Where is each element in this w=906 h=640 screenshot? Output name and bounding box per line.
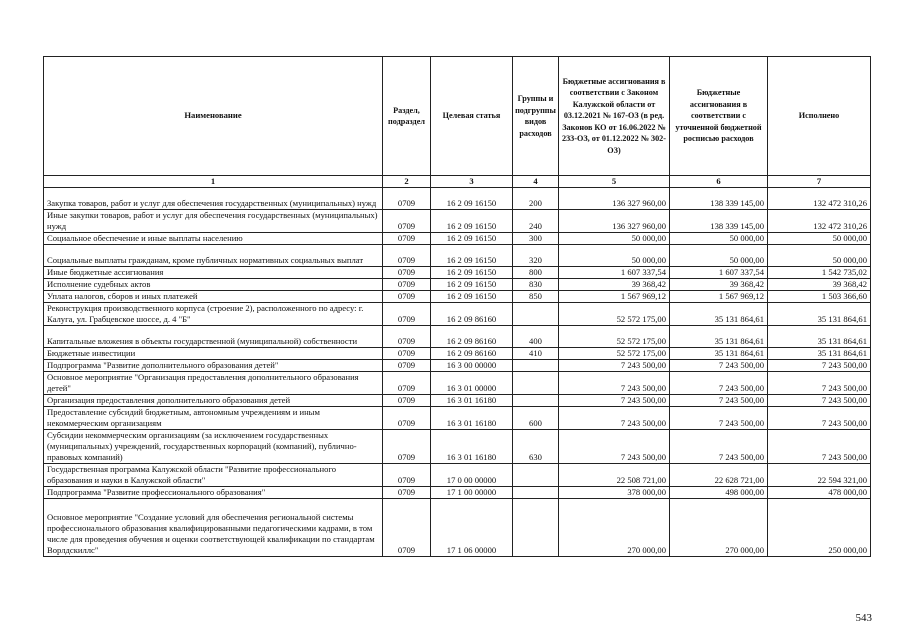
row-name: Подпрограмма "Развитие дополнительного образования детей" bbox=[44, 360, 383, 372]
row-name: Уплата налогов, сборов и иных платежей bbox=[44, 291, 383, 303]
row-target: 17 0 00 00000 bbox=[431, 464, 513, 487]
row-target: 16 3 01 16180 bbox=[431, 395, 513, 407]
row-revised: 7 243 500,00 bbox=[670, 430, 768, 464]
row-executed: 7 243 500,00 bbox=[768, 430, 871, 464]
row-approved: 7 243 500,00 bbox=[559, 407, 670, 430]
row-revised: 138 339 145,00 bbox=[670, 210, 768, 233]
row-group bbox=[513, 372, 559, 395]
row-target: 16 2 09 16150 bbox=[431, 233, 513, 245]
row-group: 830 bbox=[513, 279, 559, 291]
table-row bbox=[44, 499, 871, 557]
row-target: 16 2 09 16150 bbox=[431, 291, 513, 303]
row-section: 0709 bbox=[383, 407, 431, 430]
row-section: 0709 bbox=[383, 245, 431, 267]
row-target: 16 2 09 16150 bbox=[431, 210, 513, 233]
table-row bbox=[44, 487, 871, 499]
column-number: 7 bbox=[768, 176, 871, 188]
row-section: 0709 bbox=[383, 360, 431, 372]
row-target: 16 2 09 86160 bbox=[431, 303, 513, 326]
row-name: Исполнение судебных актов bbox=[44, 279, 383, 291]
row-executed: 1 503 366,60 bbox=[768, 291, 871, 303]
row-target: 16 3 01 16180 bbox=[431, 407, 513, 430]
row-approved: 7 243 500,00 bbox=[559, 395, 670, 407]
row-name: Закупка товаров, работ и услуг для обеспечения государственных (муниципальных) нужд bbox=[44, 188, 383, 210]
row-section: 0709 bbox=[383, 233, 431, 245]
header-row bbox=[44, 57, 871, 176]
row-approved: 7 243 500,00 bbox=[559, 360, 670, 372]
row-section: 0709 bbox=[383, 499, 431, 557]
row-section: 0709 bbox=[383, 348, 431, 360]
row-target: 16 3 00 00000 bbox=[431, 360, 513, 372]
row-revised: 1 567 969,12 bbox=[670, 291, 768, 303]
header-name: Наименование bbox=[44, 57, 383, 176]
row-group: 400 bbox=[513, 326, 559, 348]
row-group: 240 bbox=[513, 210, 559, 233]
row-name: Организация предоставления дополнительного образования детей bbox=[44, 395, 383, 407]
column-number-row bbox=[44, 176, 871, 188]
row-revised: 7 243 500,00 bbox=[670, 360, 768, 372]
row-section: 0709 bbox=[383, 303, 431, 326]
row-executed: 35 131 864,61 bbox=[768, 348, 871, 360]
row-name: Иные бюджетные ассигнования bbox=[44, 267, 383, 279]
row-section: 0709 bbox=[383, 267, 431, 279]
row-executed: 7 243 500,00 bbox=[768, 360, 871, 372]
row-group: 300 bbox=[513, 233, 559, 245]
row-name: Социальные выплаты гражданам, кроме публичных нормативных социальных выплат bbox=[44, 245, 383, 267]
header-groups: Группы и подгруппы видов расходов bbox=[513, 57, 559, 176]
row-target: 16 3 01 16180 bbox=[431, 430, 513, 464]
page-number: 543 bbox=[855, 612, 872, 624]
row-revised: 7 243 500,00 bbox=[670, 395, 768, 407]
row-executed: 7 243 500,00 bbox=[768, 407, 871, 430]
table-row bbox=[44, 233, 871, 245]
row-group bbox=[513, 487, 559, 499]
table-row bbox=[44, 210, 871, 233]
row-target: 17 1 00 00000 bbox=[431, 487, 513, 499]
row-name: Социальное обеспечение и иные выплаты населению bbox=[44, 233, 383, 245]
row-target: 16 2 09 86160 bbox=[431, 326, 513, 348]
column-number: 3 bbox=[431, 176, 513, 188]
row-section: 0709 bbox=[383, 291, 431, 303]
row-section: 0709 bbox=[383, 487, 431, 499]
row-executed: 35 131 864,61 bbox=[768, 326, 871, 348]
row-name: Реконструкция производственного корпуса (строение 2), расположенного по адресу: г. Калуга, ул. Грабцевское шоссе, д. 4 "Б" bbox=[44, 303, 383, 326]
row-target: 17 1 06 00000 bbox=[431, 499, 513, 557]
row-name: Бюджетные инвестиции bbox=[44, 348, 383, 360]
row-section: 0709 bbox=[383, 210, 431, 233]
row-revised: 22 628 721,00 bbox=[670, 464, 768, 487]
row-group: 320 bbox=[513, 245, 559, 267]
row-group: 410 bbox=[513, 348, 559, 360]
table-row bbox=[44, 267, 871, 279]
row-revised: 7 243 500,00 bbox=[670, 407, 768, 430]
row-target: 16 2 09 16150 bbox=[431, 279, 513, 291]
row-executed: 50 000,00 bbox=[768, 245, 871, 267]
table-row bbox=[44, 303, 871, 326]
row-executed: 1 542 735,02 bbox=[768, 267, 871, 279]
row-executed: 7 243 500,00 bbox=[768, 372, 871, 395]
table-row bbox=[44, 464, 871, 487]
header-section: Раздел, подраздел bbox=[383, 57, 431, 176]
table-row bbox=[44, 245, 871, 267]
header-approved: Бюджетные ассигнования в соответствии с Законом Калужской области от 03.12.2021 № 167-ОЗ (в ред. Законов КО от 16.06.2022 № 233-ОЗ, от 01.12.2022 № 302-ОЗ) bbox=[559, 57, 670, 176]
row-revised: 270 000,00 bbox=[670, 499, 768, 557]
header-target: Целевая статья bbox=[431, 57, 513, 176]
row-section: 0709 bbox=[383, 430, 431, 464]
column-number: 4 bbox=[513, 176, 559, 188]
table-row bbox=[44, 188, 871, 210]
row-approved: 1 607 337,54 bbox=[559, 267, 670, 279]
row-revised: 138 339 145,00 bbox=[670, 188, 768, 210]
row-target: 16 2 09 86160 bbox=[431, 348, 513, 360]
table-row bbox=[44, 407, 871, 430]
table-row bbox=[44, 372, 871, 395]
row-target: 16 3 01 00000 bbox=[431, 372, 513, 395]
row-approved: 52 572 175,00 bbox=[559, 348, 670, 360]
table-row bbox=[44, 348, 871, 360]
row-group: 600 bbox=[513, 407, 559, 430]
row-approved: 7 243 500,00 bbox=[559, 430, 670, 464]
row-name: Предоставление субсидий бюджетным, автономным учреждениям и иным некоммерческим организациям bbox=[44, 407, 383, 430]
table-row bbox=[44, 279, 871, 291]
row-approved: 52 572 175,00 bbox=[559, 303, 670, 326]
row-revised: 35 131 864,61 bbox=[670, 303, 768, 326]
row-executed: 22 594 321,00 bbox=[768, 464, 871, 487]
row-revised: 50 000,00 bbox=[670, 245, 768, 267]
row-group bbox=[513, 303, 559, 326]
row-group: 630 bbox=[513, 430, 559, 464]
row-name: Субсидии некоммерческим организациям (за исключением государственных (муниципальных) учреждений, государственных корпораций (компаний), публично-правовых компаний) bbox=[44, 430, 383, 464]
row-executed: 35 131 864,61 bbox=[768, 303, 871, 326]
row-revised: 35 131 864,61 bbox=[670, 348, 768, 360]
row-executed: 132 472 310,26 bbox=[768, 210, 871, 233]
row-revised: 50 000,00 bbox=[670, 233, 768, 245]
budget-table bbox=[43, 56, 871, 557]
header-revised: Бюджетные ассигнования в соответствии с уточненной бюджетной росписью расходов bbox=[670, 57, 768, 176]
table-row bbox=[44, 360, 871, 372]
row-approved: 136 327 960,00 bbox=[559, 188, 670, 210]
row-executed: 478 000,00 bbox=[768, 487, 871, 499]
row-approved: 270 000,00 bbox=[559, 499, 670, 557]
table-row bbox=[44, 430, 871, 464]
row-approved: 50 000,00 bbox=[559, 233, 670, 245]
row-section: 0709 bbox=[383, 464, 431, 487]
row-executed: 7 243 500,00 bbox=[768, 395, 871, 407]
row-section: 0709 bbox=[383, 395, 431, 407]
row-section: 0709 bbox=[383, 188, 431, 210]
row-group: 800 bbox=[513, 267, 559, 279]
row-target: 16 2 09 16150 bbox=[431, 267, 513, 279]
row-section: 0709 bbox=[383, 372, 431, 395]
row-group bbox=[513, 395, 559, 407]
row-name: Иные закупки товаров, работ и услуг для обеспечения государственных (муниципальных) нужд bbox=[44, 210, 383, 233]
column-number: 6 bbox=[670, 176, 768, 188]
row-executed: 50 000,00 bbox=[768, 233, 871, 245]
row-approved: 52 572 175,00 bbox=[559, 326, 670, 348]
row-approved: 7 243 500,00 bbox=[559, 372, 670, 395]
column-number: 1 bbox=[44, 176, 383, 188]
column-number: 5 bbox=[559, 176, 670, 188]
table-row bbox=[44, 395, 871, 407]
row-name: Основное мероприятие "Организация предоставления дополнительного образования детей" bbox=[44, 372, 383, 395]
row-approved: 22 508 721,00 bbox=[559, 464, 670, 487]
row-revised: 1 607 337,54 bbox=[670, 267, 768, 279]
row-approved: 1 567 969,12 bbox=[559, 291, 670, 303]
row-executed: 132 472 310,26 bbox=[768, 188, 871, 210]
row-name: Капитальные вложения в объекты государственной (муниципальной) собственности bbox=[44, 326, 383, 348]
table-row bbox=[44, 291, 871, 303]
row-group bbox=[513, 499, 559, 557]
row-revised: 498 000,00 bbox=[670, 487, 768, 499]
header-executed: Исполнено bbox=[768, 57, 871, 176]
column-number: 2 bbox=[383, 176, 431, 188]
row-section: 0709 bbox=[383, 326, 431, 348]
table-row bbox=[44, 326, 871, 348]
row-section: 0709 bbox=[383, 279, 431, 291]
row-approved: 50 000,00 bbox=[559, 245, 670, 267]
row-target: 16 2 09 16150 bbox=[431, 245, 513, 267]
row-group: 850 bbox=[513, 291, 559, 303]
row-approved: 378 000,00 bbox=[559, 487, 670, 499]
row-revised: 7 243 500,00 bbox=[670, 372, 768, 395]
row-revised: 39 368,42 bbox=[670, 279, 768, 291]
row-group bbox=[513, 464, 559, 487]
row-group: 200 bbox=[513, 188, 559, 210]
row-executed: 250 000,00 bbox=[768, 499, 871, 557]
row-name: Основное мероприятие "Создание условий для обеспечения региональной системы профессионального образования квалифицированными педагогическими кадрами, в том числе для проведения обучения и оценки соответствующей квалификации по стандартам Ворлдскиллс" bbox=[44, 499, 383, 557]
row-approved: 39 368,42 bbox=[559, 279, 670, 291]
row-target: 16 2 09 16150 bbox=[431, 188, 513, 210]
row-name: Государственная программа Калужской области "Развитие профессионального образования и науки в Калужской области" bbox=[44, 464, 383, 487]
row-revised: 35 131 864,61 bbox=[670, 326, 768, 348]
row-name: Подпрограмма "Развитие профессионального образования" bbox=[44, 487, 383, 499]
row-group bbox=[513, 360, 559, 372]
row-approved: 136 327 960,00 bbox=[559, 210, 670, 233]
row-executed: 39 368,42 bbox=[768, 279, 871, 291]
